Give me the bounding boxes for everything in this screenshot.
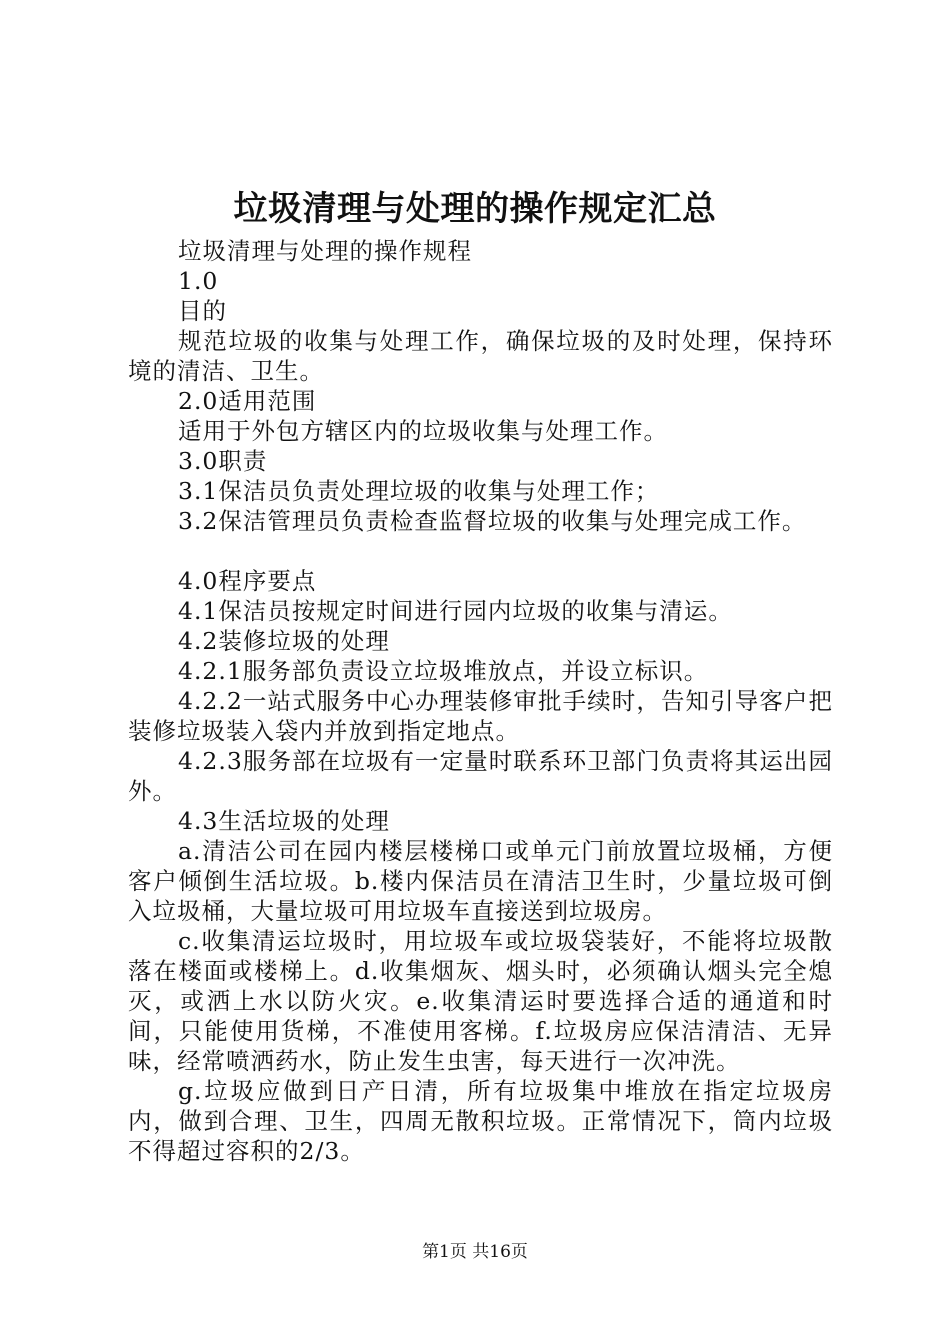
paragraph-duty-3-1: 3.1保洁员负责处理垃圾的收集与处理工作； — [178, 477, 660, 505]
paragraph-scope-text: 适用于外包方辖区内的垃圾收集与处理工作。 — [178, 417, 668, 445]
paragraph-duty-heading: 3.0职责 — [178, 447, 268, 475]
paragraph-subtitle: 垃圾清理与处理的操作规程 — [178, 237, 472, 265]
paragraph-purpose-text: 规范垃圾的收集与处理工作，确保垃圾的及时处理，保持环境的清洁、卫生。 — [128, 327, 833, 385]
document-body — [128, 236, 833, 1166]
paragraph-item-a-b: a.清洁公司在园内楼层楼梯口或单元门前放置垃圾桶，方便客户倾倒生活垃圾。b.楼内保洁员在清洁卫生时，少量垃圾可倒入垃圾桶，大量垃圾可用垃圾车直接送到垃圾房。 — [128, 837, 833, 925]
paragraph-section-number: 1.0 — [178, 267, 219, 295]
paragraph-procedure-heading: 4.0程序要点 — [178, 567, 317, 595]
paragraph-item-c-f: c.收集清运垃圾时，用垃圾车或垃圾袋装好，不能将垃圾散落在楼面或楼梯上。d.收集烟灰、烟头时，必须确认烟头完全熄灭，或洒上水以防火灾。e.收集清运时要选择合适的通道和时间，只能使用货梯，不准使用客梯。f.垃圾房应保洁清洁、无异味，经常喷洒药水，防止发生虫害，每天进行一次冲洗。 — [128, 927, 833, 1075]
paragraph-procedure-4-2-3: 4.2.3服务部在垃圾有一定量时联系环卫部门负责将其运出园外。 — [128, 747, 833, 805]
blank-line — [128, 536, 833, 566]
paragraph-procedure-4-1: 4.1保洁员按规定时间进行园内垃圾的收集与清运。 — [178, 597, 733, 625]
paragraph-item-g: g.垃圾应做到日产日清，所有垃圾集中堆放在指定垃圾房内，做到合理、卫生，四周无散积垃圾。正常情况下，筒内垃圾不得超过容积的2/3。 — [128, 1077, 833, 1165]
paragraph-procedure-4-3: 4.3生活垃圾的处理 — [178, 807, 390, 835]
paragraph-procedure-4-2-1: 4.2.1服务部负责设立垃圾堆放点，并设立标识。 — [178, 657, 709, 685]
paragraph-scope-heading: 2.0适用范围 — [178, 387, 317, 415]
page-indicator: 第1页 共16页 — [422, 1242, 528, 1262]
paragraph-duty-3-2: 3.2保洁管理员负责检查监督垃圾的收集与处理完成工作。 — [178, 507, 807, 535]
paragraph-procedure-4-2: 4.2装修垃圾的处理 — [178, 627, 390, 655]
paragraph-purpose-heading: 目的 — [178, 297, 227, 325]
document-title: 垃圾清理与处理的操作规定汇总 — [233, 189, 717, 229]
paragraph-procedure-4-2-2: 4.2.2一站式服务中心办理装修审批手续时，告知引导客户把装修垃圾装入袋内并放到指定地点。 — [128, 687, 833, 745]
